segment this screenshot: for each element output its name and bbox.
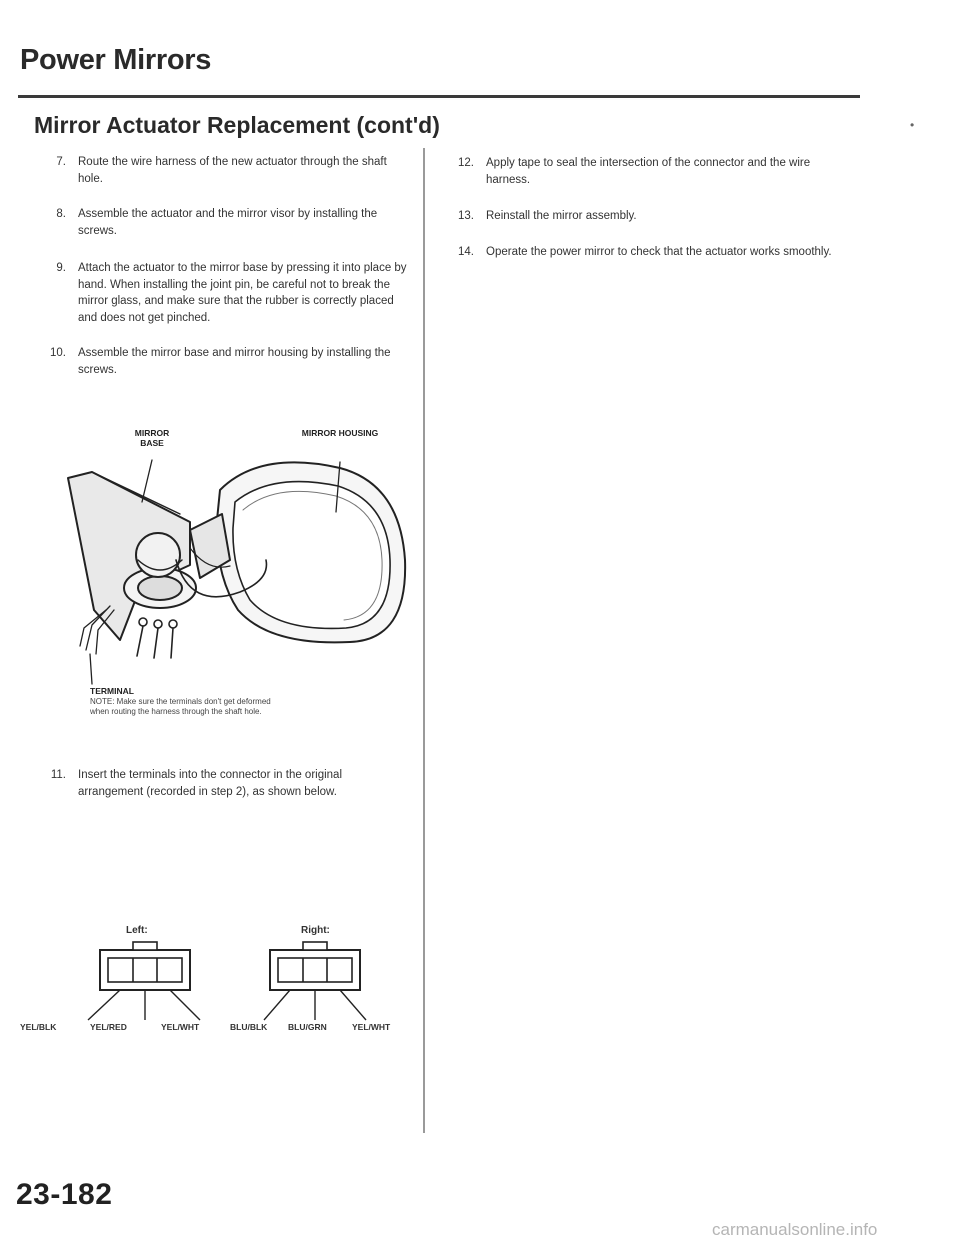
- step-number: 11.: [50, 769, 66, 781]
- step-text: Operate the power mirror to check that the actuator works smoothly.: [486, 246, 832, 258]
- step-text: Reinstall the mirror assembly.: [486, 210, 637, 222]
- step-number: 7.: [56, 156, 66, 168]
- step-number: 14.: [458, 246, 474, 258]
- right-connector-drawing: [264, 942, 366, 1020]
- label-terminal: TERMINAL: [90, 686, 134, 696]
- left-wire-label: YEL/RED: [90, 1022, 127, 1032]
- step-text: Assemble the mirror base and mirror housing by installing the screws.: [78, 347, 391, 376]
- section-title: Mirror Actuator Replacement (cont'd): [34, 112, 440, 138]
- terminal-note: NOTE: Make sure the terminals don't get deformed when routing the harness through the shaft hole.: [90, 697, 271, 716]
- left-connector-drawing: [88, 942, 200, 1020]
- left-wire-label: YEL/BLK: [20, 1022, 57, 1032]
- left-wire-label: YEL/WHT: [161, 1022, 200, 1032]
- label-mirror-base: MIRROR BASE: [134, 428, 170, 448]
- right-connector-title: Right:: [301, 925, 330, 936]
- step-text: Assemble the actuator and the mirror visor by installing the screws.: [78, 208, 378, 237]
- step-text: Apply tape to seal the intersection of the connector and the wire harness.: [486, 157, 811, 186]
- step-text: Attach the actuator to the mirror base by pressing it into place by hand. When installing the joint pin, be careful not to break the mirror glass, and make sure that the rubber is correctly placed and does not get pinched.: [78, 262, 407, 324]
- watermark-link[interactable]: carmanualsonline.info: [712, 1220, 878, 1239]
- header-rule: [18, 95, 860, 98]
- column-divider: [423, 148, 425, 1133]
- right-wire-label: BLU/BLK: [230, 1022, 268, 1032]
- step-text: Route the wire harness of the new actuator through the shaft hole.: [78, 156, 387, 185]
- step-number: 12.: [458, 157, 474, 169]
- chapter-title: Power Mirrors: [20, 44, 212, 76]
- right-wire-label: BLU/GRN: [288, 1022, 327, 1032]
- page-number: 23-182: [16, 1178, 113, 1211]
- step-number: 8.: [56, 208, 66, 220]
- step-number: 9.: [56, 262, 66, 274]
- step-number: 13.: [458, 210, 474, 222]
- right-wire-label: YEL/WHT: [352, 1022, 391, 1032]
- mirror-assembly-illustration: [40, 410, 410, 690]
- step-number: 10.: [50, 347, 66, 359]
- connector-diagram: [20, 936, 420, 1026]
- label-mirror-housing: MIRROR HOUSING: [301, 428, 379, 438]
- left-connector-title: Left:: [126, 925, 148, 936]
- step-text: Insert the terminals into the connector in the original arrangement (recorded in step 2), as shown below.: [78, 769, 343, 798]
- corner-mark: •: [910, 118, 915, 132]
